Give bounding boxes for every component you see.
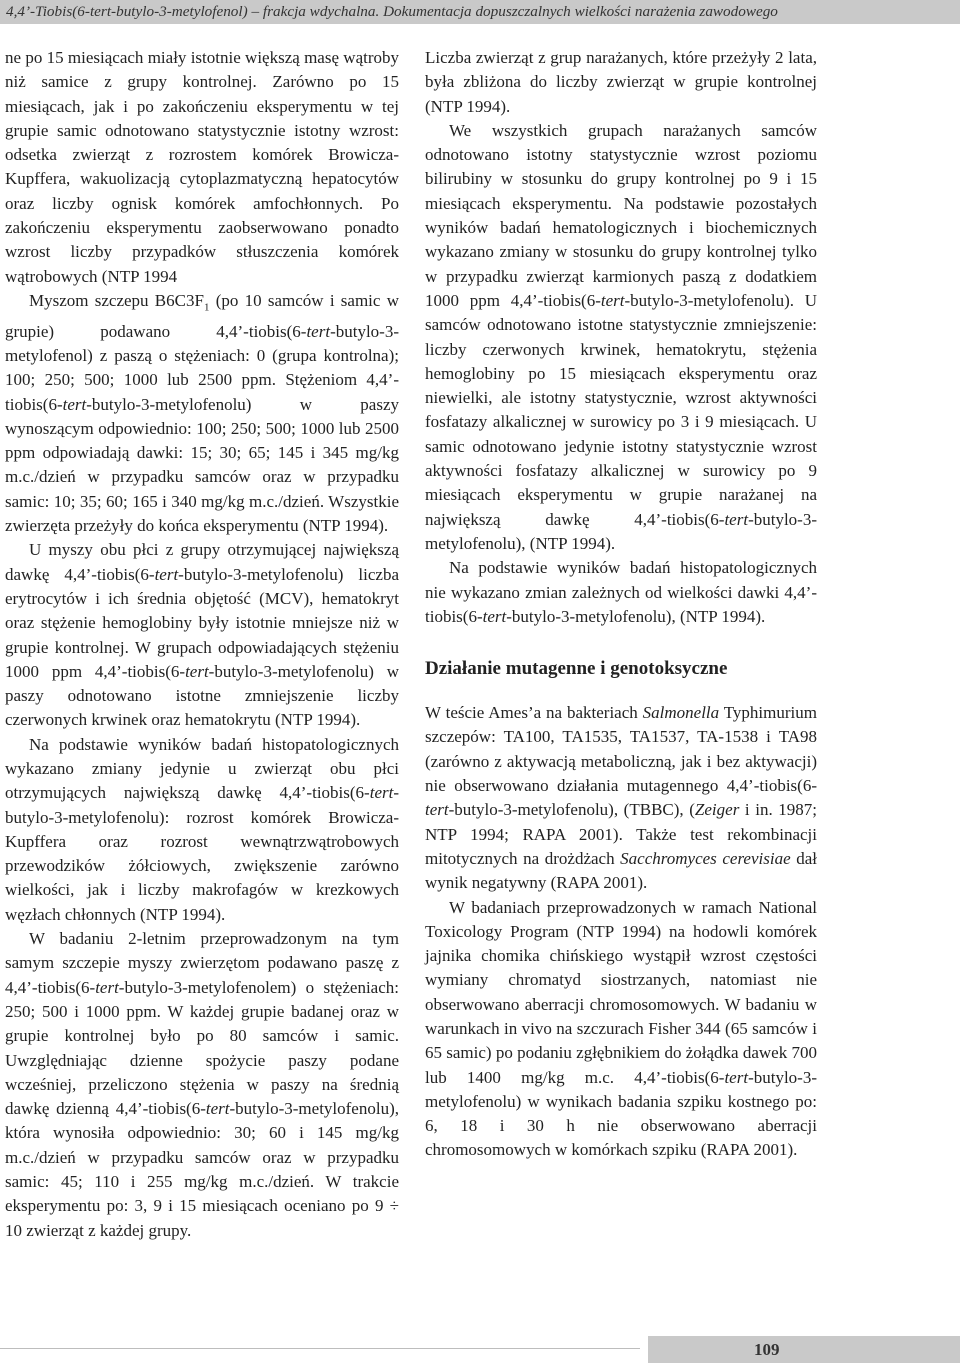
paragraph: Na podstawie wyników badań histopatologicznych wykazano zmiany jedynie u zwierząt obu płci otrzymujących największą dawkę 4,4’-tiobis(6-tert-butylo-3-metylofenolu): rozrost komórek Browicza-Kupffera oraz rozrost wewnątrzwątrobowych przewodzików żółciowych, zwiększenie zarówno wielkości, jak i liczby makrofagów w krezkowych węzłach chłonnych (NTP 1994).	[5, 734, 399, 924]
paragraph: Liczba zwierząt z grup narażanych, które przeżyły 2 lata, była zbliżona do liczby zwierząt w grupie kontrolnej (NTP 1994).	[425, 48, 817, 116]
page-footer	[0, 1336, 960, 1363]
paragraph: W badaniu 2-letnim przeprowadzonym na tym samym szczepie myszy zwierzętom podawano paszę z 4,4’-tiobis(6-tert-butylo-3-metylofenolem) o stężeniach: 250; 500 i 1000 ppm. W każdej grupie badanej oraz w grupie kontrolnej było po 80 samców i samic. Uwzględniając dzienne spożycie paszy podane wcześniej, przeliczono stężenia w paszy na średnią dawkę dzienną 4,4’-tiobis(6-tert-butylo-3-metylofenolu), która wynosiła odpowiednio: 30; 60 i 145 mg/kg m.c./dzień w przypadku samców oraz w przypadku samic: 45; 110 i 255 mg/kg m.c./dzień. W trakcie eksperymentu po: 3, 9 i 15 miesiącach oceniano po 9 ÷ 10 zwierząt z każdej grupy.	[5, 929, 399, 1240]
paragraph: Myszom szczepu $B6C3F_1$ (po 10 samców i samic w grupie) podawano 4,4’-tiobis(6-tert-butylo-3-metylofenol) z paszą o stężeniach: 0 (grupa kontrolna); 100; 250; 500; 1000 lub 2500 ppm. Stężeniom 4,4’-tiobis(6-tert-butylo-3-metylofenolu) w paszy wynoszącym odpowiednio: 100; 250; 500; 1000 lub 2500 ppm odpowiadają dawki: 15; 30; 65; 145 i 345 mg/kg m.c./dzień w przypadku samców oraz w przypadku samic: 10; 35; 60; 165 i 340 mg/kg m.c./dzień. Wszystkie zwierzęta przeżyły do końca eksperymentu (NTP 1994).	[5, 290, 399, 536]
left-column	[5, 46, 399, 1243]
paragraph: W teście Ames’a na bakteriach Salmonella Typhimurium szczepów: TA100, TA1535, TA1537, TA-1538 i TA98 (zarówno z aktywacją metaboliczną, jak i bez aktywacji) nie obserwowano działania mutagennego 4,4’-tiobis(6-tert-butylo-3-metylofenolu), (TBBC), (Zeiger i in. 1987; NTP 1994; RAPA 2001). Także test rekombinacji mitotycznych na drożdżach Sacchromyces cerevisiae dał wynik negatywny (RAPA 2001).	[425, 703, 818, 893]
subscript: 1	[203, 301, 210, 314]
page-number: 109	[754, 1340, 780, 1359]
footer-rule	[0, 1348, 640, 1349]
running-header: 4,4’-Tiobis(6-tert-butylo-3-metylofenol) – frakcja wdychalna. Dokumentacja dopuszczalnych wielkości narażenia zawodowego	[6, 3, 778, 20]
paragraph: Na podstawie wyników badań histopatologicznych nie wykazano zmian zależnych od wielkości dawki 4,4’-tiobis(6-tert-butylo-3-metylofenolu), (NTP 1994).	[425, 558, 817, 626]
paragraph: U myszy obu płci z grupy otrzymującej największą dawkę 4,4’-tiobis(6-tert-butylo-3-metylofenolu) liczba erytrocytów i ich średnia objętość (MCV), hematokryt oraz stężenie hemoglobiny były istotnie mniejsze niż w grupie kontrolnej. W grupach odpowiadających stężeniu 1000 ppm 4,4’-tiobis(6-tert-butylo-3-metylofenolu) w paszy odnotowano istotne zmniejszenie liczby czerwonych krwinek oraz hematokrytu (NTP 1994).	[5, 540, 400, 730]
paragraph: W badaniach przeprowadzonych w ramach National Toxicology Program (NTP 1994) na hodowli komórek jajnika chomika chińskiego wystąpił wzrost częstości wymiany chromatyd siostrzanych, natomiast nie obserwowano aberracji chromosomowych. W badaniu w warunkach in vivo na szczurach Fisher 344 (65 samców i 65 samic) po podaniu zgłębnikiem do żołądka dawek 700 lub 1400 mg/kg m.c. 4,4’-tiobis(6-tert-butylo-3-metylofenolu) w wynikach badania szpiku kostnego po: 6, 18 i 30 h nie obserwowano aberracji chromosomowych w komórkach szpiku (RAPA 2001).	[425, 897, 817, 1160]
section-heading: Działanie mutagenne i genotoksyczne	[425, 658, 728, 680]
paragraph: ne po 15 miesiącach miały istotnie większą masę wątroby niż samice z grupy kontrolnej. Zarówno po 15 miesiącach, jak i po zakończeniu eksperymentu w tej grupie samic odnotowano statystycznie istotny wzrost: odsetka zwierząt z rozrostem komórek Browicza-Kupffera, wakuolizacją cytoplazmatyczną hepatocytów oraz liczby ognisk komórek amfochłonnych. Po zakończeniu eksperymentu zaobserwowano ponadto wzrost liczby przypadków stłuszczenia komórek wątrobowych (NTP 1994	[5, 48, 399, 286]
paragraph: We wszystkich grupach narażanych samców odnotowano istotny statystycznie wzrost poziomu bilirubiny w stosunku do grupy kontrolnej po 9 i 15 miesiącach eksperymentu. Na podstawie pozostałych wyników badań hematologicznych i biochemicznych wykazano zmiany w stosunku do grupy kontrolnej tylko w przypadku zwierząt karmionych paszą z dodatkiem 1000 ppm 4,4’-tiobis(6-tert-butylo-3-metylofenolu). U samców odnotowano istotne statystycznie zmniejszenie: liczby czerwonych krwinek, hematokrytu, stężenia hemoglobiny po 15 miesiącach eksperymentu oraz niewielki, ale istotny statystycznie, wzrost aktywności fosfatazy alkalicznej w surowicy po 3 i 9 miesiącach. U samic odnotowano jedynie istotny statystycznie wzrost aktywności fosfatazy alkalicznej w surowicy po 9 miesiącach eksperymentu w grupie narażanej na największą dawkę 4,4’-tiobis(6-tert-butylo-3-metylofenolu), (NTP 1994).	[425, 120, 818, 553]
page-number-box	[648, 1336, 960, 1363]
right-column	[425, 46, 817, 1163]
